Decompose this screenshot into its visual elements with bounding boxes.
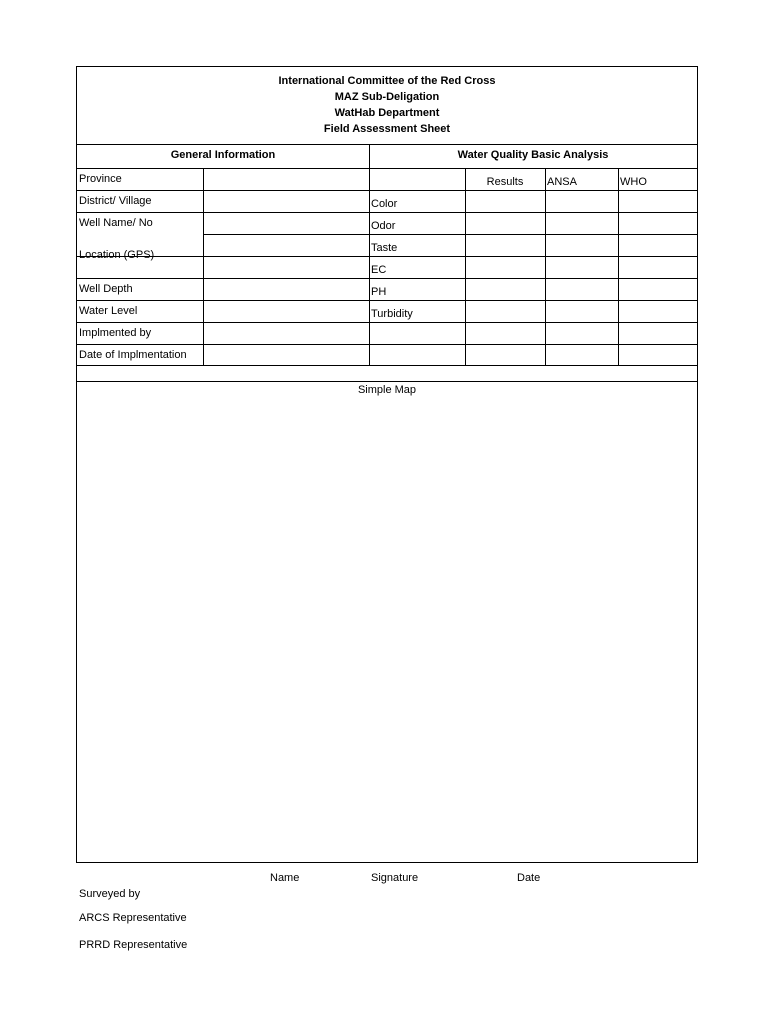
label-taste: Taste — [371, 242, 398, 254]
footer-col-name: Name — [270, 872, 300, 884]
grid-line — [77, 190, 697, 191]
sub-delegation: MAZ Sub-Deligation — [334, 91, 440, 103]
org-name: International Committee of the Red Cross — [278, 75, 496, 87]
label-water-level: Water Level — [79, 305, 138, 317]
map-label: Simple Map — [357, 384, 417, 396]
grid-line — [77, 300, 697, 301]
sheet-title: Field Assessment Sheet — [323, 123, 451, 135]
sheet-header — [77, 67, 697, 145]
grid-line — [77, 381, 697, 382]
label-date-implementation: Date of Implmentation — [79, 349, 187, 361]
label-well-name: Well Name/ No — [79, 217, 153, 229]
grid-line — [203, 168, 204, 365]
col-ansa: ANSA — [547, 176, 577, 188]
label-odor: Odor — [371, 220, 396, 232]
grid-line — [77, 278, 697, 279]
col-results: Results — [486, 176, 524, 188]
water-quality-title: Water Quality Basic Analysis — [457, 149, 609, 161]
grid-line — [545, 168, 546, 365]
label-ph: PH — [371, 286, 387, 298]
grid-line — [465, 168, 466, 365]
label-color: Color — [371, 198, 398, 210]
footer-arcs-rep: ARCS Representative — [79, 912, 187, 924]
label-implemented-by: Implmented by — [79, 327, 152, 339]
label-district-village: District/ Village — [79, 195, 152, 207]
footer-col-signature: Signature — [371, 872, 419, 884]
grid-line — [369, 144, 370, 365]
grid-line — [77, 256, 697, 257]
grid-line — [77, 344, 697, 345]
grid-line — [77, 365, 697, 366]
footer-prrd-rep: PRRD Representative — [79, 939, 188, 951]
label-ec: EC — [371, 264, 387, 276]
label-well-depth: Well Depth — [79, 283, 133, 295]
footer-surveyed-by: Surveyed by — [79, 888, 141, 900]
grid-line — [77, 322, 697, 323]
col-who: WHO — [620, 176, 647, 188]
grid-line — [77, 212, 697, 213]
assessment-sheet — [76, 66, 698, 863]
footer-col-date: Date — [517, 872, 541, 884]
department: WatHab Department — [334, 107, 440, 119]
grid-line — [203, 234, 697, 235]
label-province: Province — [79, 173, 122, 185]
label-turbidity: Turbidity — [371, 308, 413, 320]
general-info-title: General Information — [170, 149, 276, 161]
grid-line — [77, 168, 697, 169]
label-location-gps: Location (GPS) — [79, 249, 155, 261]
grid-line — [618, 168, 619, 365]
